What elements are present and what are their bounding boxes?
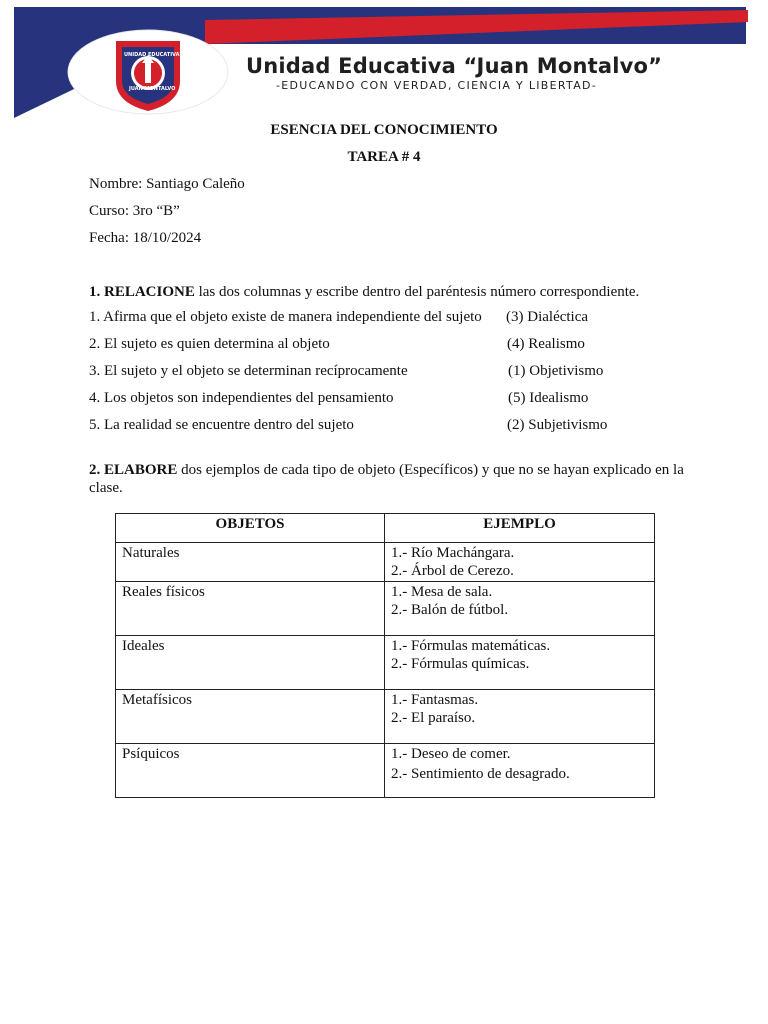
school-seal-icon [108, 33, 188, 113]
example-2: 2.- Sentimiento de desagrado. [391, 766, 570, 782]
example-1: 1.- Deseo de comer. [391, 746, 511, 762]
example-2: 2.- El paraíso. [391, 710, 476, 726]
example-1: 1.- Fórmulas matemáticas. [391, 638, 551, 654]
example-cell [385, 543, 655, 582]
example-2: 2.- Fórmulas químicas. [391, 656, 530, 672]
example-cell [385, 744, 655, 798]
match-item-left: 2. El sujeto es quien determina al objeto [89, 336, 330, 352]
table-header-row [116, 514, 655, 543]
match-item-right: (5) Idealismo [508, 390, 589, 406]
example-2: 2.- Árbol de Cerezo. [391, 563, 514, 579]
match-item-left: 1. Afirma que el objeto existe de manera independiente del sujeto [89, 309, 482, 325]
match-item-left: 5. La realidad se encuentre dentro del sujeto [89, 417, 354, 433]
section2-heading: 2. ELABORE [89, 462, 178, 478]
example-1: 1.- Río Machángara. [391, 545, 515, 561]
document-title: ESENCIA DEL CONOCIMIENTO [270, 122, 498, 138]
table-row [116, 636, 655, 690]
student-name: Nombre: Santiago Caleño [89, 176, 245, 192]
seal-bottom-text: JUAN MONTALVO [129, 86, 176, 92]
seal-top-text: UNIDAD EDUCATIVA [124, 52, 180, 58]
example-1: 1.- Fantasmas. [391, 692, 479, 708]
match-item-left: 4. Los objetos son independientes del pensamiento [89, 390, 394, 406]
table-row [116, 690, 655, 744]
object-type-cell: Reales físicos [116, 582, 385, 636]
match-item-right: (4) Realismo [507, 336, 585, 352]
match-item-right: (1) Objetivismo [508, 363, 604, 379]
document-subtitle: TAREA # 4 [347, 149, 421, 165]
section2-heading-text: dos ejemplos de cada tipo de objeto (Específicos) y que no se hayan explicado en la clase. [89, 462, 684, 496]
objects-table [115, 513, 655, 798]
school-name: Unidad Educativa “Juan Montalvo” [246, 54, 663, 78]
table-row [116, 543, 655, 582]
example-cell [385, 690, 655, 744]
school-motto: -EDUCANDO CON VERDAD, CIENCIA Y LIBERTAD- [276, 79, 598, 92]
example-cell [385, 582, 655, 636]
example-cell [385, 636, 655, 690]
object-type-cell: Metafísicos [116, 690, 385, 744]
object-type-cell: Psíquicos [116, 744, 385, 798]
table-row [116, 744, 655, 798]
student-course: Curso: 3ro “B” [89, 203, 180, 219]
column-header-objetos: OBJETOS [116, 514, 385, 543]
object-type-cell: Ideales [116, 636, 385, 690]
match-item-right: (3) Dialéctica [506, 309, 589, 325]
section1-instructions [89, 283, 689, 301]
object-type-cell: Naturales [116, 543, 385, 582]
example-1: 1.- Mesa de sala. [391, 584, 493, 600]
column-header-ejemplo: EJEMPLO [385, 514, 655, 543]
match-item-right: (2) Subjetivismo [507, 417, 608, 433]
section1-heading-text: las dos columnas y escribe dentro del paréntesis número correspondiente. [194, 284, 640, 300]
match-item-left: 3. El sujeto y el objeto se determinan recíprocamente [89, 363, 408, 379]
example-2: 2.- Balón de fútbol. [391, 602, 509, 618]
section1-heading: 1. RELACIONE [89, 284, 195, 300]
table-row [116, 582, 655, 636]
section2-instructions [89, 461, 689, 497]
letterhead [0, 0, 768, 118]
assignment-date: Fecha: 18/10/2024 [89, 230, 202, 246]
